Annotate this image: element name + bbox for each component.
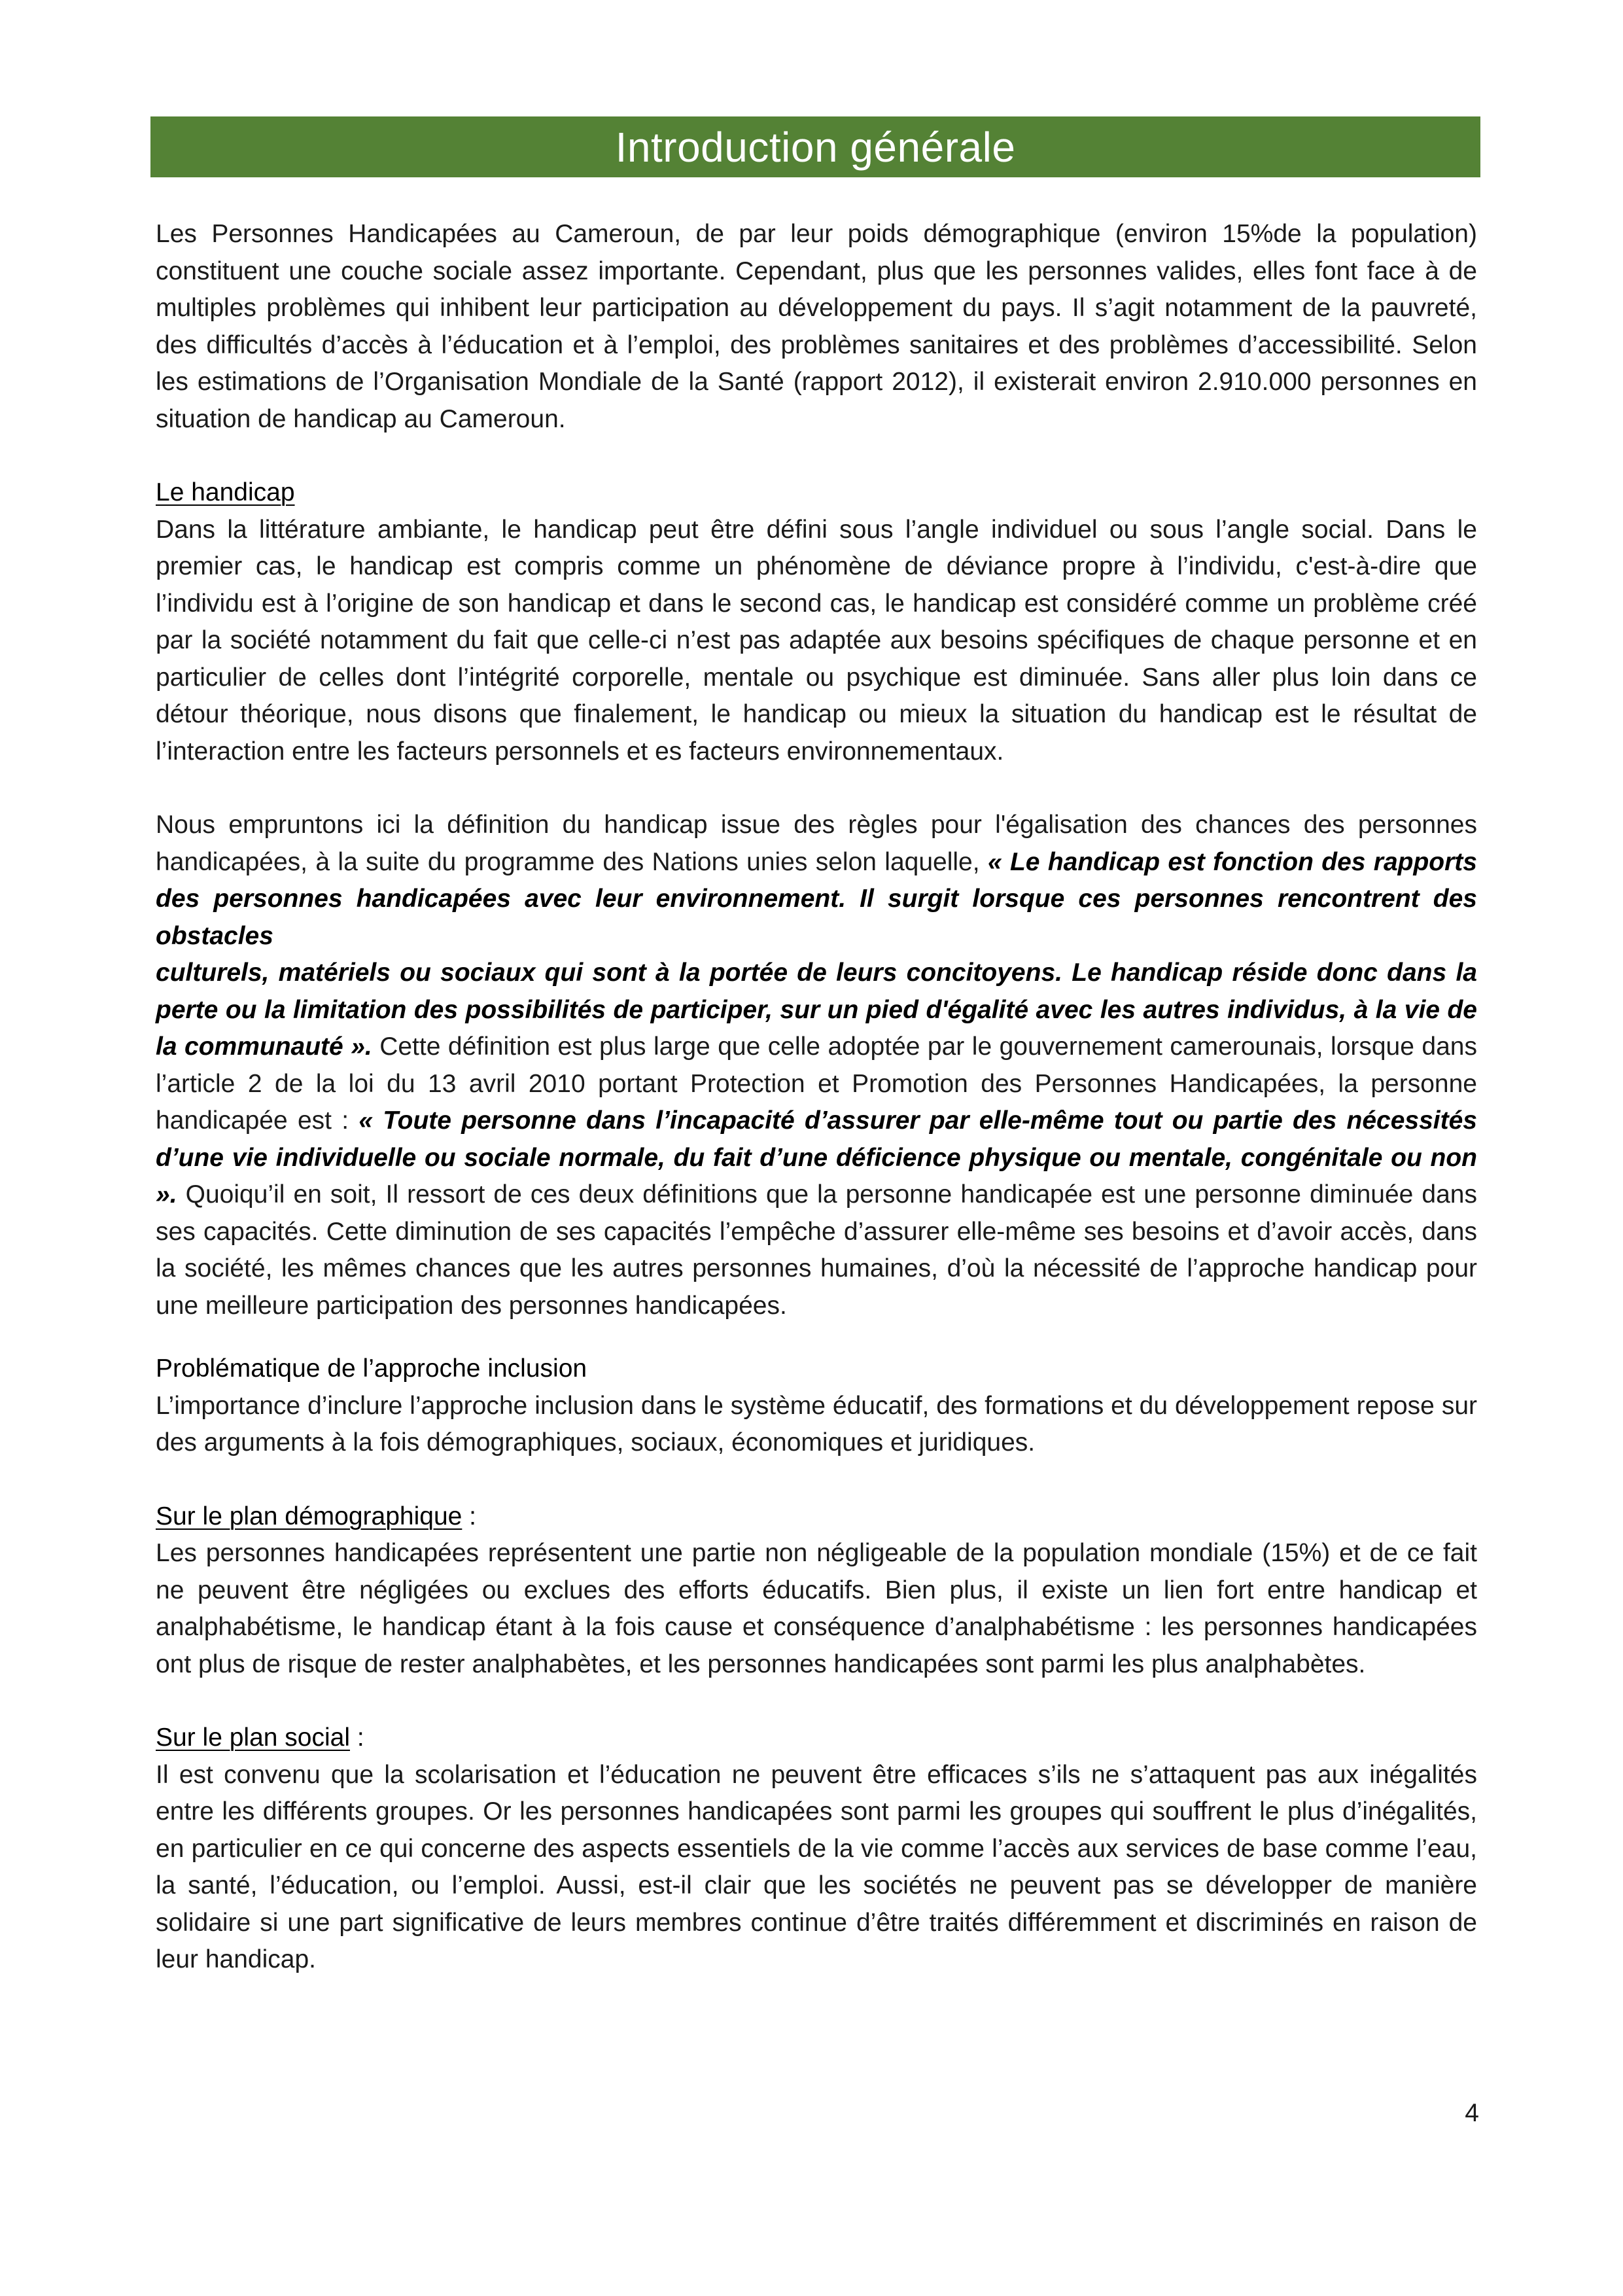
definition-paragraph-part1 [156,807,1477,955]
section-heading-handicap [156,474,1477,512]
section-heading-handicap-text: Le handicap [156,478,295,506]
law-definition-quote: « Toute personne dans l’incapacité d’assurer par elle-même tout ou partie des nécessités d’une vie individuelle ou sociale normale, du fait d’une déficience physique ou mentale, congénitale ou non ». [156,1106,1477,1209]
demographique-paragraph: Les personnes handicapées représentent une partie non négligeable de la population mondiale (15%) et de ce fait ne peuvent être négligées ou exclues des efforts éducatifs. Bien plus, il existe un lien fort entre handicap et analphabétisme, le handicap étant à la fois cause et conséquence d’analphabétisme : les personnes handicapées ont plus de risque de rester analphabètes, et les personnes handicapées sont parmi les plus analphabètes. [156,1539,1477,1678]
section-heading-social-text: Sur le plan social [156,1723,350,1752]
section-heading-demographique [156,1498,1477,1536]
problematique-paragraph: L’importance d’inclure l’approche inclusion dans le système éducatif, des formations et du développement repose sur des arguments à la fois démographiques, sociaux, économiques et juridiques. [156,1391,1477,1457]
un-definition-quote-end: culturels, matériels ou sociaux qui sont à la portée de leurs concitoyens. Le handicap réside donc dans la perte ou la limitation des possibilités de participer, sur un pied d'égalité avec les autres individus, à la vie de la communauté ». [156,959,1477,1061]
definition-lead: Nous empruntons ici la définition du handicap issue des règles pour l'égalisation des chances des personnes handicapées, à la suite du programme des Nations unies selon laquelle, [156,811,1477,876]
page-title: Introduction générale [615,123,1016,171]
page-number: 4 [1465,2099,1479,2127]
handicap-paragraph: Dans la littérature ambiante, le handicap peut être défini sous l’angle individuel ou sous l’angle social. Dans le premier cas, le handicap est compris comme un phénomène de déviance propre à l’individu, c'est-à-dire que l’individu est à l’origine de son handicap et dans le second cas, le handicap est considéré comme un problème créé par la société notamment du fait que celle-ci n’est pas adaptée aux besoins spécifiques de chaque personne et en particulier de celles dont l’intégrité corporelle, mentale ou psychique est diminuée. Sans aller plus loin dans ce détour théorique, nous disons que finalement, le handicap ou mieux la situation du handicap est le résultat de l’interaction entre les facteurs personnels et es facteurs environnementaux. [156,515,1477,766]
section-heading-demographique-colon: : [462,1502,476,1530]
document-body [156,216,1477,1979]
section-heading-problematique: Problématique de l’approche inclusion [156,1354,587,1383]
title-banner [150,116,1480,177]
intro-paragraph: Les Personnes Handicapées au Cameroun, de par leur poids démographique (environ 15%de la population) constituent une couche sociale assez importante. Cependant, plus que les personnes valides, elles font face à de multiples problèmes qui inhibent leur participation au développement du pays. Il s’agit notamment de la pauvreté, des difficultés d’accès à l’éducation et à l’emploi, des problèmes sanitaires et des problèmes d’accessibilité. Selon les estimations de l’Organisation Mondiale de la Santé (rapport 2012), il existerait environ 2.910.000 personnes en situation de handicap au Cameroun. [156,220,1477,433]
definition-tail: Quoiqu’il en soit, Il ressort de ces deux définitions que la personne handicapée est une personne diminuée dans ses capacités. Cette diminution de ses capacités l’empêche d’assurer elle-même ses besoins et d’avoir accès, dans la société, les mêmes chances que les autres personnes humaines, d’où la nécessité de l’approche handicap pour une meilleure participation des personnes handicapées. [156,1180,1477,1320]
un-definition-quote-start: « Le handicap est fonction des rapports des personnes handicapées avec leur environnement. Il surgit lorsque ces personnes rencontrent des obstacles [156,847,1477,950]
section-heading-demographique-text: Sur le plan démographique [156,1502,462,1530]
social-paragraph: Il est convenu que la scolarisation et l’éducation ne peuvent être efficaces s’ils ne s’attaquent pas aux inégalités entre les différents groupes. Or les personnes handicapées sont parmi les groupes qui souffrent le plus d’inégalités, en particulier en ce qui concerne des aspects essentiels de la vie comme l’accès aux services de base comme l’eau, la santé, l’éducation, ou l’emploi. Aussi, est-il clair que les sociétés ne peuvent pas se développer de manière solidaire si une part significative de leurs membres continue d’être traités différemment et discriminés en raison de leur handicap. [156,1760,1477,1973]
section-heading-social [156,1720,1477,1757]
definition-paragraph-part2 [156,955,1477,1324]
definition-middle: Cette définition est plus large que celle adoptée par le gouvernement camerounais, lorsque dans l’article 2 de la loi du 13 avril 2010 portant Protection et Promotion des Personnes Handicapées, la personne handicapée est : [156,1033,1477,1135]
section-heading-social-colon: : [350,1723,364,1752]
